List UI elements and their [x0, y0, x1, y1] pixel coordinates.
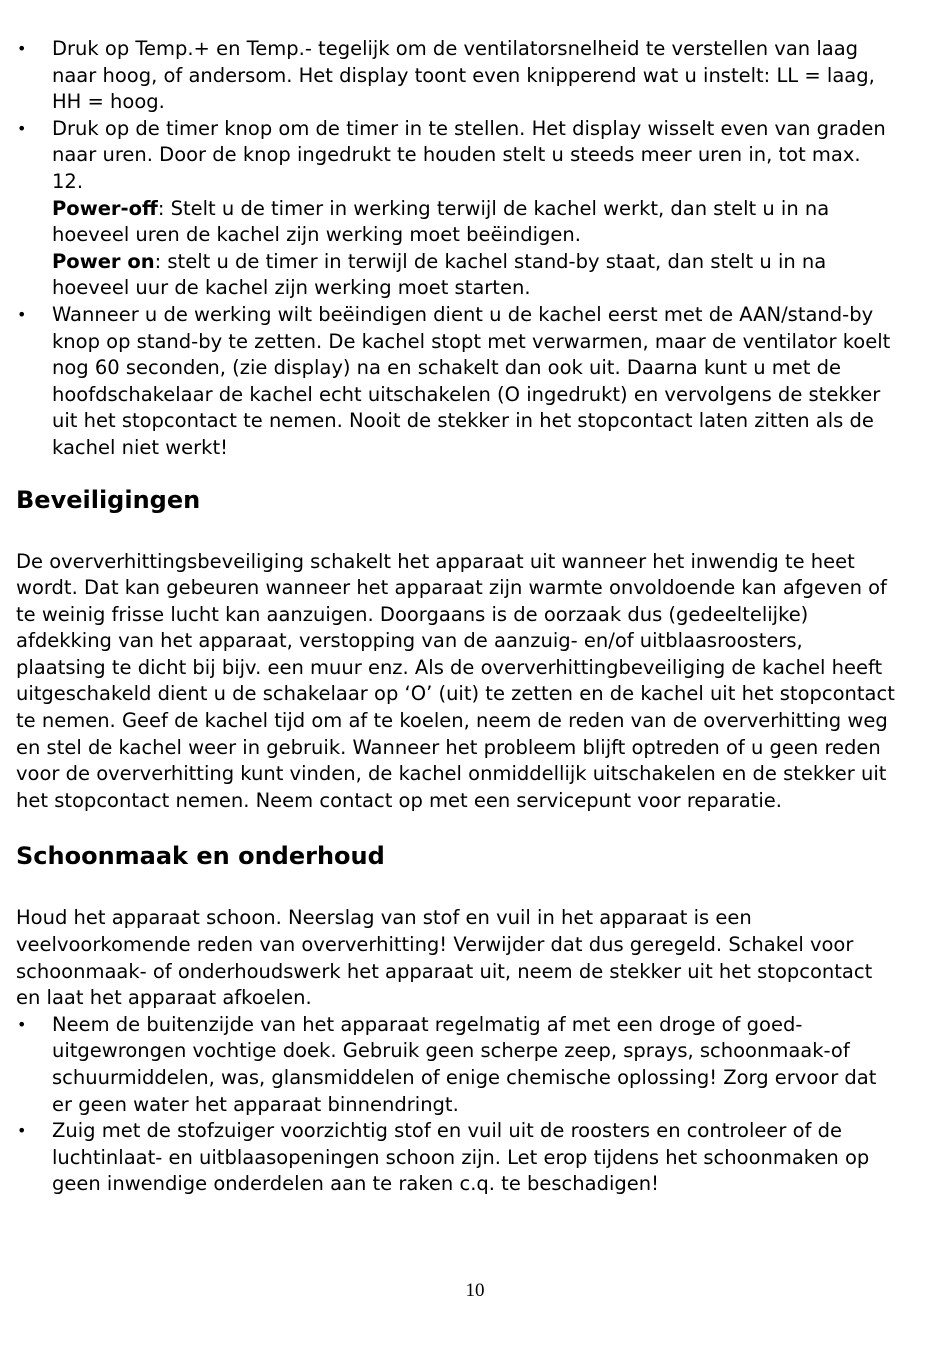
- power-off-note: [52, 196, 896, 249]
- list-item-text: Druk op de timer knop om de timer in te stellen. Het display wisselt even van graden naar uren. Door de knop ingedrukt te houden stelt u steeds meer uren in, tot max. 12.: [52, 116, 886, 193]
- page-number: 10: [465, 1280, 485, 1301]
- beveiligingen-paragraph: De oververhittingsbeveiliging schakelt het apparaat uit wanneer het inwendig te heet wordt. Dat kan gebeuren wanneer het apparaat zijn warmte onvoldoende kan afgeven of te weinig frisse lucht kan aanzuigen. Doorgaans is de oorzaak dus (gedeeltelijke) afdekking van het apparaat, verstopping van de aanzuig- en/of uitblaasroosters, plaatsing te dicht bij bijv. een muur enz. Als de oververhittingbeveiliging de kachel heeft uitgeschakeld dient u de schakelaar op ‘O’ (uit) te zetten en de kachel uit het stopcontact te nemen. Geef de kachel tijd om af te koelen, neem de reden van de oververhitting weg en stel de kachel weer in gebruik. Wanneer het probleem blijft optreden of u geen reden voor de oververhitting kunt vinden, de kachel onmiddellijk uitschakelen en de stekker uit het stopcontact nemen. Neem contact op met een servicepunt voor reparatie.: [16, 549, 895, 812]
- list-item-text: Zuig met de stofzuiger voorzichtig stof en vuil uit de roosters en controleer of de luchtinlaat- en uitblaasopeningen schoon zijn. Let erop tijdens het schoonmaken op geen inwendige onderdelen aan te raken c.q. te beschadigen!: [52, 1119, 870, 1196]
- list-item: [16, 1118, 896, 1198]
- schoonmaak-paragraph: Houd het apparaat schoon. Neerslag van stof en vuil in het apparaat is een veelvoorkomende reden van oververhitting! Verwijder dat dus geregeld. Schakel voor schoonmaak- of onderhoudswerk het apparaat uit, neem de stekker uit het stopcontact en laat het apparaat afkoelen.: [16, 906, 873, 1010]
- power-off-label: Power-off: [52, 196, 158, 220]
- power-on-text: : stelt u de timer in terwijl de kachel stand-by staat, dan stelt u in na hoeveel uur de kachel zijn werking moet starten.: [52, 249, 827, 300]
- section-heading-schoonmaak: Schoonmaak en onderhoud: [16, 842, 385, 871]
- document-page: [16, 36, 896, 1198]
- list-item-text: Neem de buitenzijde van het apparaat regelmatig af met een droge of goed-uitgewrongen vochtige doek. Gebruik geen scherpe zeep, sprays, schoonmaak-of schuurmiddelen, was, glansmiddelen of enige chemische oplossing! Zorg ervoor dat er geen water het apparaat binnendringt.: [52, 1012, 877, 1116]
- instruction-list: [16, 36, 896, 462]
- list-item: [16, 116, 896, 302]
- list-item: [16, 1012, 896, 1118]
- maintenance-list: [16, 1012, 896, 1198]
- power-on-note: [52, 249, 896, 302]
- list-item: [16, 302, 896, 462]
- list-item: [16, 36, 896, 116]
- power-off-text: : Stelt u de timer in werking terwijl de kachel werkt, dan stelt u in na hoeveel uren de kachel zijn werking moet beëindigen.: [52, 196, 830, 247]
- section-heading-beveiligingen: Beveiligingen: [16, 485, 201, 514]
- list-item-text: Wanneer u de werking wilt beëindigen dient u de kachel eerst met de AAN/stand-by knop op stand-by te zetten. De kachel stopt met verwarmen, maar de ventilator koelt nog 60 seconden, (zie display) na en schakelt dan ook uit. Daarna kunt u met de hoofdschakelaar de kachel echt uitschakelen (O ingedrukt) en vervolgens de stekker uit het stopcontact te nemen. Nooit de stekker in het stopcontact laten zitten als de kachel niet werkt!: [52, 302, 891, 459]
- list-item-text: Druk op Temp.+ en Temp.- tegelijk om de ventilatorsnelheid te verstellen van laag naar hoog, of andersom. Het display toont even knipperend wat u instelt: LL = laag, HH = hoog.: [52, 37, 875, 114]
- power-on-label: Power on: [52, 249, 155, 273]
